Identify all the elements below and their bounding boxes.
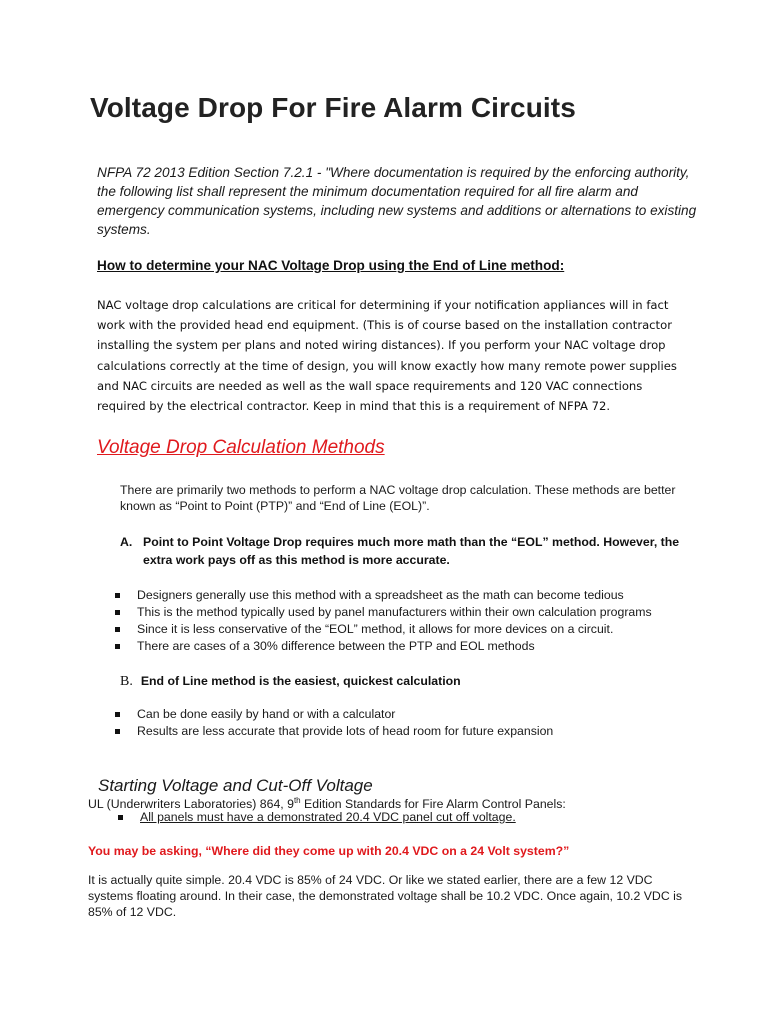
- methods-heading: Voltage Drop Calculation Methods: [97, 437, 385, 458]
- point-b-item: [120, 674, 461, 690]
- list-item: This is the method typically used by panel manufacturers within their own calculation programs: [115, 604, 652, 621]
- square-bullet-icon: [115, 593, 120, 598]
- bullet-list-b: [115, 706, 553, 740]
- list-item: Designers generally use this method with a spreadsheet as the math can become tedious: [115, 587, 652, 604]
- square-bullet-icon: [118, 815, 123, 820]
- page-title: Voltage Drop For Fire Alarm Circuits: [90, 92, 576, 123]
- point-a-text: Point to Point Voltage Drop requires much more math than the “EOL” method. However, the extra work pays off as this method is more accurate.: [143, 535, 680, 567]
- point-b-letter: B.: [120, 674, 133, 689]
- list-item: There are cases of a 30% difference between the PTP and EOL methods: [115, 638, 652, 655]
- point-b-text: End of Line method is the easiest, quickest calculation: [140, 674, 461, 688]
- asking-callout: You may be asking, “Where did they come up with 20.4 VDC on a 24 Volt system?”: [88, 844, 570, 858]
- bullet-list-a: [115, 587, 652, 655]
- square-bullet-icon: [115, 627, 120, 632]
- nac-paragraph: NAC voltage drop calculations are critical for determining if your notification appliances will in fact work with the provided head end equipment. (This is of course based on the installation contractor installing the system per plans and noted wiring distances). If you perform your NAC voltage drop calculations correctly at the time of design, you will know exactly how many remote power supplies and NAC circuits are needed as well as the wall space requirements and 120 VAC connections required by the electrical contractor. Keep in mind that this is a requirement of NFPA 72.: [97, 298, 677, 414]
- square-bullet-icon: [115, 712, 120, 717]
- list-item: Results are less accurate that provide lots of head room for future expansion: [115, 723, 553, 740]
- methods-intro-paragraph: There are primarily two methods to perform a NAC voltage drop calculation. These methods are better known as “Point to Point (PTP)” and “End of Line (EOL)”.: [120, 483, 676, 513]
- starting-voltage-heading: Starting Voltage and Cut-Off Voltage: [98, 776, 373, 795]
- list-item: Can be done easily by hand or with a calculator: [115, 706, 553, 723]
- explanation-paragraph: It is actually quite simple. 20.4 VDC is 85% of 24 VDC. Or like we stated earlier, there are a few 12 VDC systems floating around. In their case, the demonstrated voltage shall be 10.2 VDC. Once again, 10.2 VDC is 85% of 12 VDC.: [88, 873, 682, 919]
- howto-heading: How to determine your NAC Voltage Drop using the End of Line method:: [97, 258, 565, 273]
- bullet-list-c: [118, 809, 516, 826]
- point-a-letter: A.: [120, 535, 133, 549]
- list-item: All panels must have a demonstrated 20.4 VDC panel cut off voltage.: [118, 809, 516, 826]
- nfpa-quote-paragraph: NFPA 72 2013 Edition Section 7.2.1 - "Where documentation is required by the enforcing authority, the following list shall represent the minimum documentation required for all fire alarm and emergency communication systems, including new systems and additions or alternations to existing systems.: [97, 165, 697, 237]
- list-item: Since it is less conservative of the “EOL” method, it allows for more devices on a circuit.: [115, 621, 652, 638]
- square-bullet-icon: [115, 644, 120, 649]
- square-bullet-icon: [115, 610, 120, 615]
- square-bullet-icon: [115, 729, 120, 734]
- ul-standard-line: UL (Underwriters Laboratories) 864, 9th Edition Standards for Fire Alarm Control Panels:: [88, 795, 566, 811]
